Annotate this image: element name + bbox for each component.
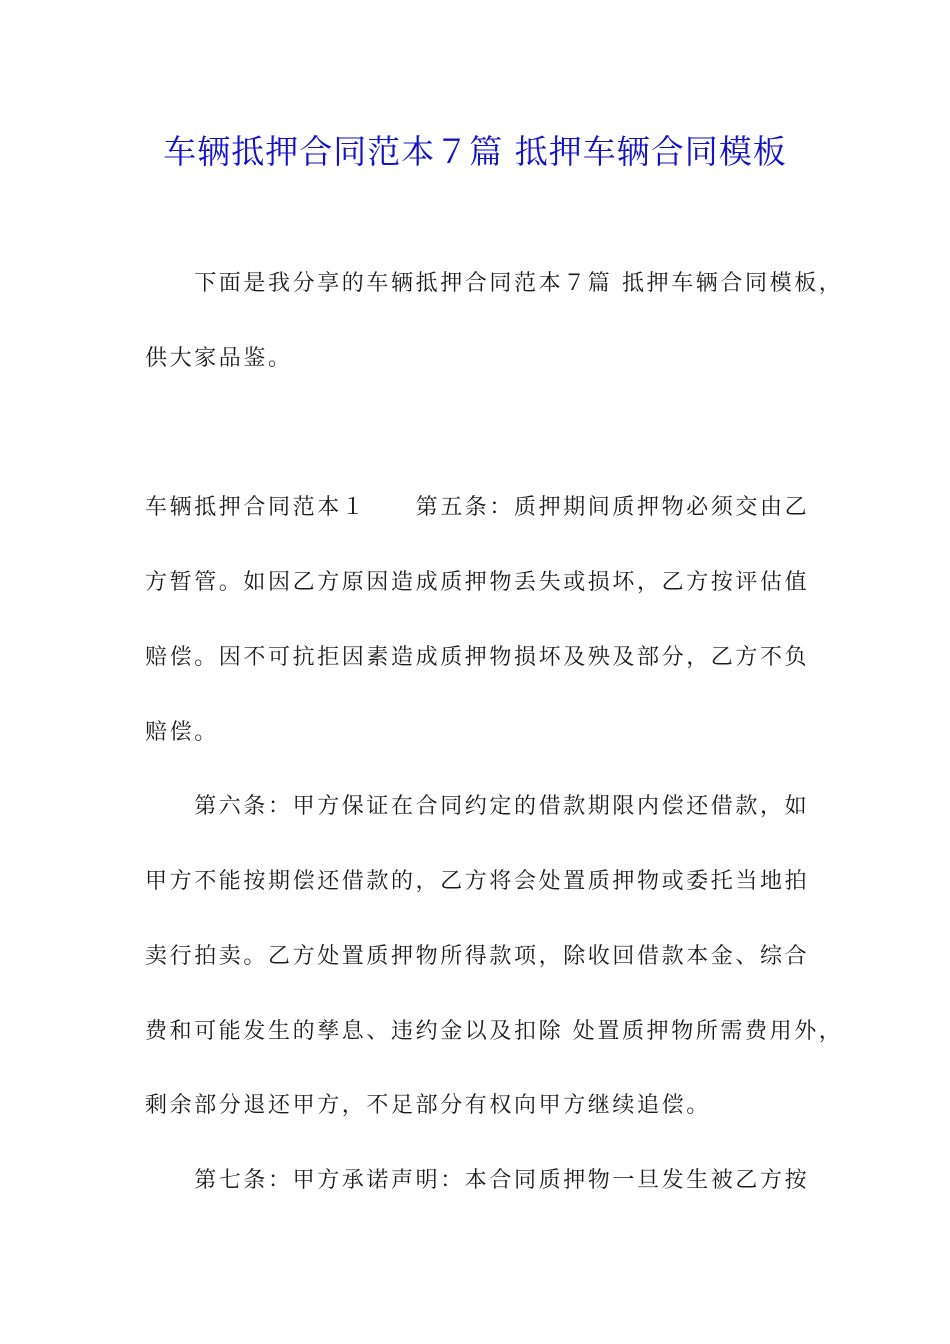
document-title: 车辆抵押合同范本７篇 抵押车辆合同模板 bbox=[163, 132, 787, 171]
paragraph-line: 卖行拍卖。乙方处置质押物所得款项，除收回借款本金、综合 bbox=[145, 944, 810, 969]
paragraph-line: 赔偿。 bbox=[145, 720, 219, 745]
paragraph-line: 供大家品鉴。 bbox=[145, 346, 293, 371]
paragraph-line: 甲方不能按期偿还借款的，乙方将会处置质押物或委托当地拍 bbox=[145, 869, 810, 894]
paragraph-line: 第六条：甲方保证在合同约定的借款期限内偿还借款，如 bbox=[145, 794, 810, 819]
paragraph-line: 第七条：甲方承诺声明：本合同质押物一旦发生被乙方按 bbox=[145, 1168, 810, 1193]
paragraph-line: 车辆抵押合同范本１ 第五条：质押期间质押物必须交由乙 bbox=[145, 495, 810, 520]
paragraph-line: 费和可能发生的孳息、违约金以及扣除 处置质押物所需费用外， bbox=[145, 1019, 844, 1044]
paragraph-line: 下面是我分享的车辆抵押合同范本７篇 抵押车辆合同模板， bbox=[145, 271, 844, 296]
paragraph-line: 赔偿。因不可抗拒因素造成质押物损坏及殃及部分，乙方不负 bbox=[145, 645, 810, 670]
paragraph-line: 方暂管。如因乙方原因造成质押物丢失或损坏，乙方按评估值 bbox=[145, 570, 810, 595]
paragraph-line: 剩余部分退还甲方，不足部分有权向甲方继续追偿。 bbox=[145, 1093, 711, 1118]
